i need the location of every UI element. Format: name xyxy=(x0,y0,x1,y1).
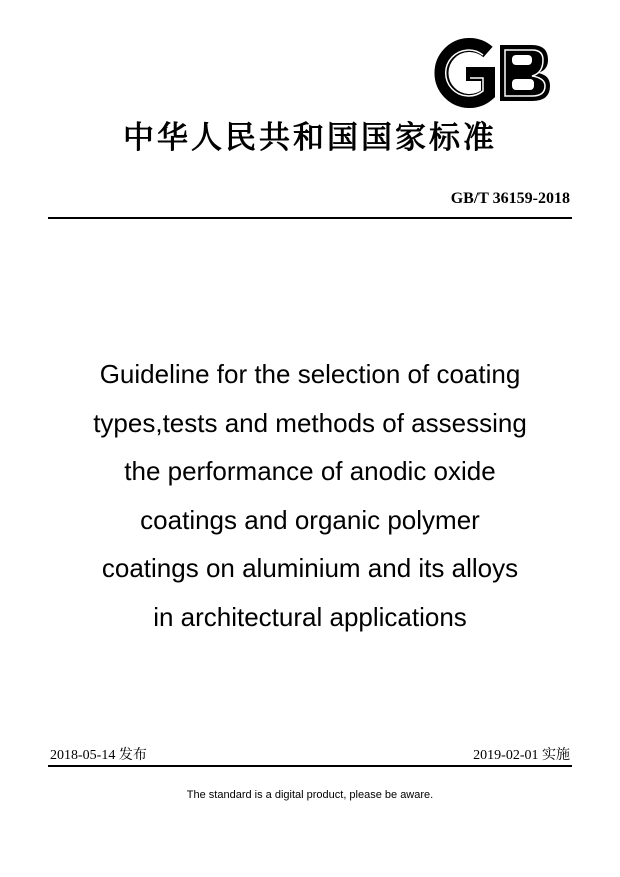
issue-date: 2018-05-14 发布 xyxy=(50,748,147,763)
country-name: 中华人民共和国国家标准 xyxy=(123,120,497,156)
title-line: types,tests and methods of assessing xyxy=(93,407,527,438)
gb-logo-mark xyxy=(428,38,558,108)
title-line: in architectural applications xyxy=(153,601,467,632)
gb-logo xyxy=(428,38,558,108)
digital-product-notice: The standard is a digital product, please be aware. xyxy=(186,789,434,801)
title-line: coatings and organic polymer xyxy=(140,504,480,535)
standard-code: GB/T 36159-2018 xyxy=(450,190,570,207)
title-line: coatings on aluminium and its alloys xyxy=(101,553,519,583)
title-line: Guideline for the selection of coating xyxy=(99,359,521,389)
title-line: the performance of anodic oxide xyxy=(124,456,496,486)
implementation-date: 2019-02-01 实施 xyxy=(473,748,570,763)
bottom-divider xyxy=(48,765,572,767)
document-title xyxy=(40,350,580,641)
top-divider xyxy=(48,217,572,219)
